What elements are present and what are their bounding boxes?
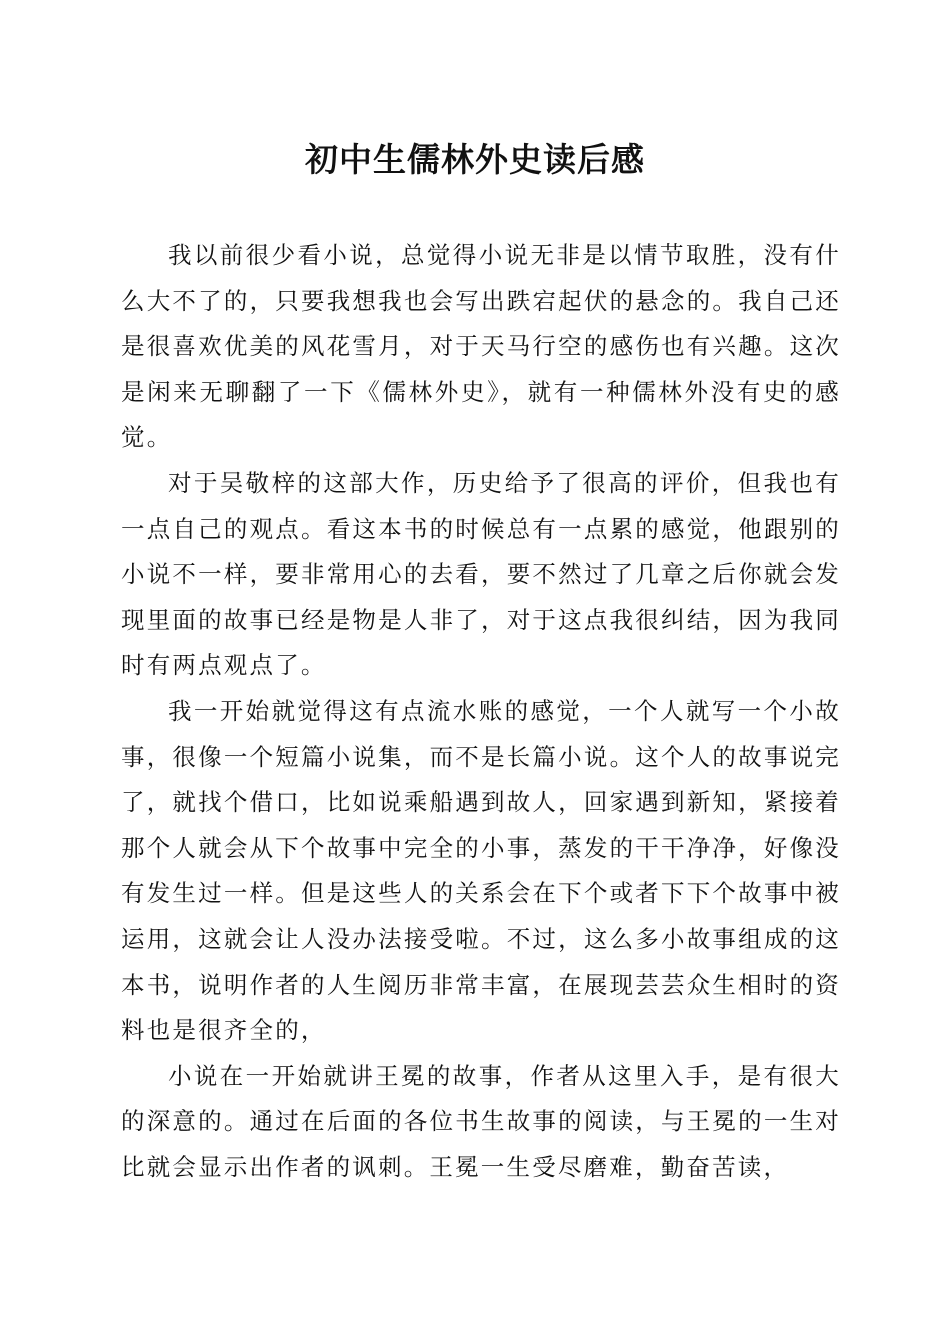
document-body xyxy=(121,233,841,1190)
paragraph: 我以前很少看小说，总觉得小说无非是以情节取胜，没有什么大不了的，只要我想我也会写出跌宕起伏的悬念的。我自己还是很喜欢优美的风花雪月，对于天马行空的感伤也有兴趣。这次是闲来无聊翻了一下《儒林外史》，就有一种儒林外没有史的感觉。 xyxy=(121,241,841,452)
paragraph: 小说在一开始就讲王冕的故事，作者从这里入手，是有很大的深意的。通过在后面的各位书生故事的阅读，与王冕的一生对比就会显示出作者的讽刺。王冕一生受尽磨难，勤奋苦读， xyxy=(121,1061,841,1181)
paragraph: 对于吴敬梓的这部大作，历史给予了很高的评价，但我也有一点自己的观点。看这本书的时候总有一点累的感觉，他跟别的小说不一样，要非常用心的去看，要不然过了几章之后你就会发现里面的故事已经是物是人非了，对于这点我很纠结，因为我同时有两点观点了。 xyxy=(121,468,841,680)
document-title: 初中生儒林外史读后感 xyxy=(305,140,645,179)
paragraph: 我一开始就觉得这有点流水账的感觉，一个人就写一个小故事，很像一个短篇小说集，而不是长篇小说。这个人的故事说完了，就找个借口，比如说乘船遇到故人，回家遇到新知，紧接着那个人就会从下个故事中完全的小事，蒸发的干干净净，好像没有发生过一样。但是这些人的关系会在下个或者下下个故事中被运用，这就会让人没办法接受啦。不过，这么多小故事组成的这本书，说明作者的人生阅历非常丰富，在展现芸芸众生相时的资料也是很齐全的， xyxy=(121,696,841,1045)
